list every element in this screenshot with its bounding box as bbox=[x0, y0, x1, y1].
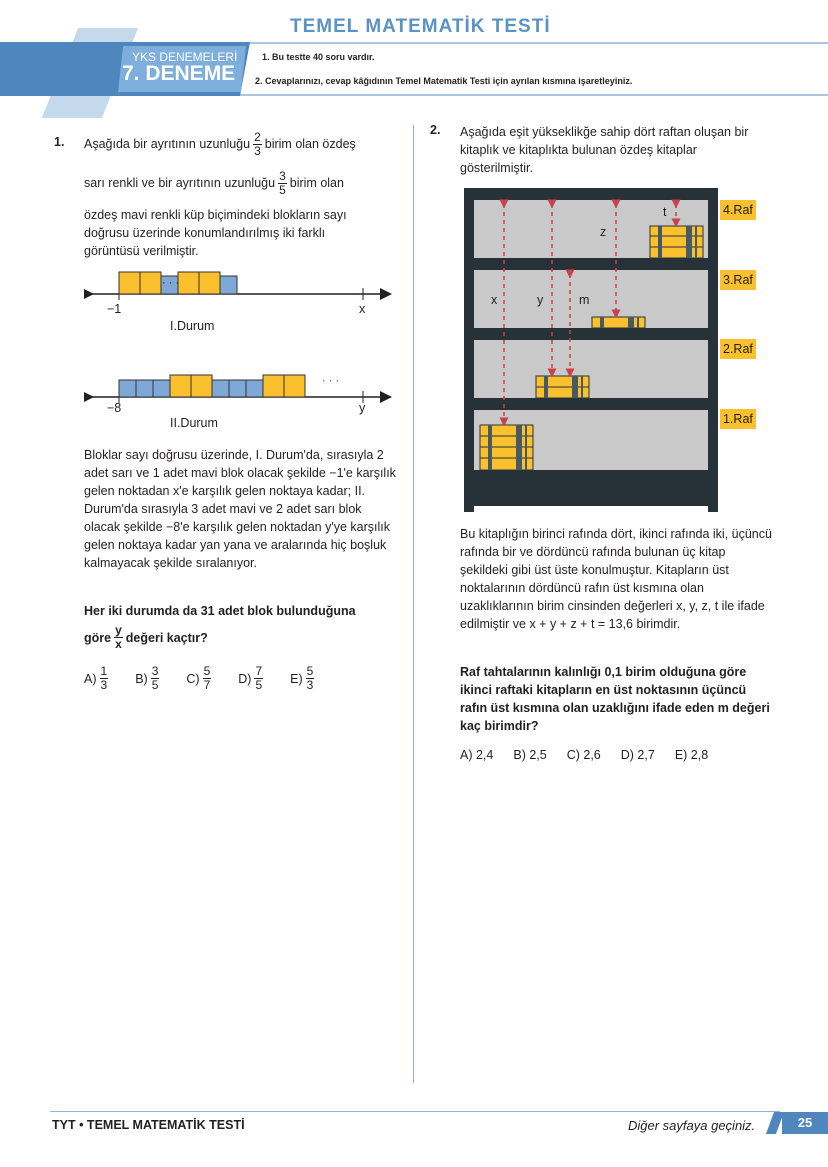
var-t: t bbox=[663, 205, 667, 219]
option-c[interactable]: C) $\frac{5}{7}$ bbox=[186, 664, 211, 692]
option-d[interactable]: D) $\frac{7}{5}$ bbox=[238, 664, 263, 692]
tick-label: −8 bbox=[107, 401, 122, 415]
q2-question: Raf tahtalarının kalınlığı 0,1 birim olduğuna göre ikinci raftaki kitapların en üst noktasının üçüncü rafın üst kısmına olan uzaklığını ifade eden m değeri kaç birimdir? bbox=[460, 665, 770, 733]
option-b[interactable]: B) 2,5 bbox=[513, 748, 547, 762]
var-y: y bbox=[537, 293, 544, 307]
shelf-label-3: 3.Raf bbox=[720, 270, 756, 290]
q1-options bbox=[84, 665, 341, 692]
q1-question-line: Her iki durumda da 31 adet blok bulunduğuna bbox=[84, 604, 356, 618]
option-e[interactable]: E) $\frac{5}{3}$ bbox=[290, 664, 314, 692]
q1-question bbox=[84, 602, 404, 651]
shelf-label-1: 1.Raf bbox=[720, 409, 756, 429]
number-line-2 bbox=[88, 375, 386, 403]
figure-caption: II.Durum bbox=[170, 416, 218, 430]
q2-body: Bu kitaplığın birinci rafında dört, ikinci rafında iki, üçüncü rafında bir ve dördüncü rafında bulunan üç kitap şekildeki gibi üst üste konulmuştur. Kitapların üst noktalarının dördüncü rafın üst kısmına olan uzaklıklarının birim cinsinden değerleri x, y, z, t ile ifade edilmiştir ve x + y + z + t = 13,6 birimdir. bbox=[460, 527, 772, 631]
option-b[interactable]: B) $\frac{3}{5}$ bbox=[135, 664, 159, 692]
q1-number: 1. bbox=[54, 135, 65, 149]
fraction: $\frac{3}{5}$ bbox=[279, 168, 286, 197]
q2-intro: Aşağıda eşit yükseklikğe sahip dört raftan oluşan bir kitaplık ve kitaplıkta bulunan özdeş kitaplar gösterilmiştir. bbox=[460, 125, 749, 175]
tick-label: −1 bbox=[107, 302, 122, 316]
fraction: $\frac{2}{3}$ bbox=[254, 129, 261, 158]
figure-caption: I.Durum bbox=[170, 319, 215, 333]
fraction: $\frac{y}{x}$ bbox=[115, 623, 122, 651]
page-title: TEMEL MATEMATİK TESTİ bbox=[290, 16, 551, 37]
var-x: x bbox=[491, 293, 498, 307]
number-line-1 bbox=[88, 272, 386, 300]
q1-body: Bloklar sayı doğrusu üzerinde, I. Durum'da, sırasıyla 2 adet sarı ve 1 adet mavi blok olacak şekilde −1'e karşılık gelen noktadan x'e karşılık gelen noktaya kadar; II. Durum'da sırasıyla 3 adet mavi ve 2 adet sarı blok olacak şekilde −8'e karşılık gelen noktadan y'ye karşılık gelen noktaya kadar yan yana ve aralarında hiç boşluk kalmayacak şekilde sıralanıyor. bbox=[84, 448, 396, 570]
option-c[interactable]: C) 2,6 bbox=[566, 748, 601, 762]
q1-stem bbox=[84, 124, 404, 260]
number-line-figure bbox=[84, 266, 394, 436]
instruction-2: 2. Cevaplarınızı, cevap kâğıdının Temel Matematik Testi için ayrılan kısmına işaretleyiniz. bbox=[255, 76, 633, 86]
series-label: YKS DENEMELERİ bbox=[132, 50, 238, 64]
instruction-1: 1. Bu testte 40 soru vardır. bbox=[262, 52, 375, 62]
dots-1: · · · bbox=[162, 277, 180, 289]
exam-label: 7. DENEME bbox=[122, 62, 236, 85]
q1-question-text: göre bbox=[84, 630, 112, 645]
shelf-label-2: 2.Raf bbox=[720, 339, 756, 359]
bookshelf-figure bbox=[464, 186, 724, 512]
column-divider bbox=[413, 125, 414, 1083]
footer-next-page: Diğer sayfaya geçiniz. bbox=[628, 1118, 756, 1133]
page-number: 25 bbox=[782, 1112, 828, 1134]
footer-test-name: TYT • TEMEL MATEMATİK TESTİ bbox=[52, 1118, 245, 1132]
q1-text: sarı renkli ve bir ayrıtının uzunluğu bbox=[84, 176, 276, 190]
q1-text: birim olan bbox=[289, 176, 344, 190]
tick-label: x bbox=[359, 302, 366, 316]
q1-text: özdeş mavi renkli küp biçimindeki blokların sayı doğrusu üzerinde konumlandırılmış iki farklı görüntüsü verilmiştir. bbox=[84, 208, 347, 258]
option-a[interactable]: A) $\frac{1}{3}$ bbox=[84, 664, 108, 692]
option-a[interactable]: A) 2,4 bbox=[460, 748, 494, 762]
option-d[interactable]: D) 2,7 bbox=[620, 748, 655, 762]
dots-2: · · · bbox=[322, 375, 340, 387]
q2-options bbox=[460, 746, 708, 764]
option-e[interactable]: E) 2,8 bbox=[674, 748, 709, 762]
footer-divider bbox=[50, 1111, 780, 1112]
shelf-label-4: 4.Raf bbox=[720, 200, 756, 220]
var-m: m bbox=[579, 293, 590, 307]
tick-label: y bbox=[359, 401, 366, 415]
var-z: z bbox=[600, 225, 607, 239]
q1-text: birim olan özdeş bbox=[264, 137, 356, 151]
q1-question-text: değeri kaçtır? bbox=[125, 630, 208, 645]
q1-text: Aşağıda bir ayrıtının uzunluğu bbox=[84, 137, 251, 151]
q2-number: 2. bbox=[430, 123, 441, 137]
